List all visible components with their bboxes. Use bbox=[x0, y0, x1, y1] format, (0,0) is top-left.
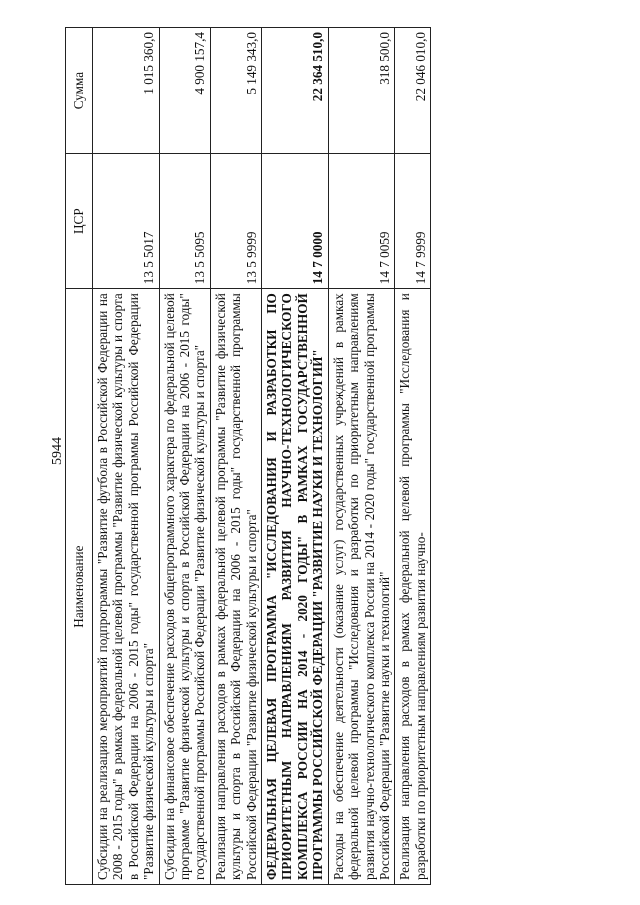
row-csr: 13 5 9999 bbox=[210, 154, 261, 289]
table-row bbox=[93, 28, 160, 885]
header-sum: Сумма bbox=[66, 28, 93, 154]
row-name: ФЕДЕРАЛЬНАЯ ЦЕЛЕВАЯ ПРОГРАММА "ИССЛЕДОВАНИЯ И РАЗРАБОТКИ ПО ПРИОРИТЕТНЫМ НАПРАВЛЕНИЯМ РАЗВИТИЯ НАУЧНО-ТЕХНОЛОГИЧЕСКОГО КОМПЛЕКСА РОССИИ НА 2014 - 2020 ГОДЫ" В РАМКАХ ГОСУДАРСТВЕННОЙ ПРОГРАММЫ РОССИЙСКОЙ ФЕДЕРАЦИИ "РАЗВИТИЕ НАУКИ И ТЕХНОЛОГИЙ" bbox=[262, 289, 329, 885]
row-name: Субсидии на финансовое обеспечение расходов общепрограммного характера по федеральной целевой программе "Развитие физической культуры и спорта в Российской Федерации на 2006 - 2015 годы" государственной программы Российской Федерации "Развитие физической культуры и спорта" bbox=[159, 289, 210, 885]
table-header-row bbox=[66, 28, 93, 885]
row-csr: 14 7 0059 bbox=[328, 154, 395, 289]
row-sum: 1 015 360,0 bbox=[93, 28, 160, 154]
table-row-section bbox=[262, 28, 329, 885]
row-name: Реализация направления расходов в рамках федеральной целевой программы "Развитие физической культуры и спорта в Российской Федерации на 2006 - 2015 годы" государственной программы Российской Федерации "Развитие физической культуры и спорта" bbox=[210, 289, 261, 885]
table-row bbox=[395, 28, 431, 885]
row-name: Субсидии на реализацию мероприятий подпрограммы "Развитие футбола в Российской Федерации на 2008 - 2015 годы" в рамках федеральной целевой программы "Развитие физической культуры и спорта в Российской Федерации на 2006 - 2015 годы" государственной программы Российской Федерации "Развитие физической культуры и спорта" bbox=[93, 289, 160, 885]
header-csr: ЦСР bbox=[66, 154, 93, 289]
row-sum: 318 500,0 bbox=[328, 28, 395, 154]
row-csr: 14 7 0000 bbox=[262, 154, 329, 289]
row-name: Расходы на обеспечение деятельности (оказание услуг) государственных учреждений в рамках федеральной целевой программы "Исследования и разработки по приоритетным направлениям развития научно-технологического комплекса России на 2014 - 2020 годы" государственной программы Российской Федерации "Развитие науки и технологий" bbox=[328, 289, 395, 885]
page-number: 5944 bbox=[50, 437, 65, 465]
table-row bbox=[328, 28, 395, 885]
row-csr: 13 5 5095 bbox=[159, 154, 210, 289]
budget-table bbox=[65, 27, 431, 885]
row-sum: 4 900 157,4 bbox=[159, 28, 210, 154]
table-row bbox=[159, 28, 210, 885]
row-sum: 22 046 010,0 bbox=[395, 28, 431, 154]
row-sum: 5 149 343,0 bbox=[210, 28, 261, 154]
row-sum: 22 364 510,0 bbox=[262, 28, 329, 154]
row-name: Реализация направления расходов в рамках федеральной целевой программы "Исследования и разработки по приоритетным направлениям развития научно- bbox=[395, 289, 431, 885]
row-csr: 14 7 9999 bbox=[395, 154, 431, 289]
table-row bbox=[210, 28, 261, 885]
header-name: Наименование bbox=[66, 289, 93, 885]
row-csr: 13 5 5017 bbox=[93, 154, 160, 289]
